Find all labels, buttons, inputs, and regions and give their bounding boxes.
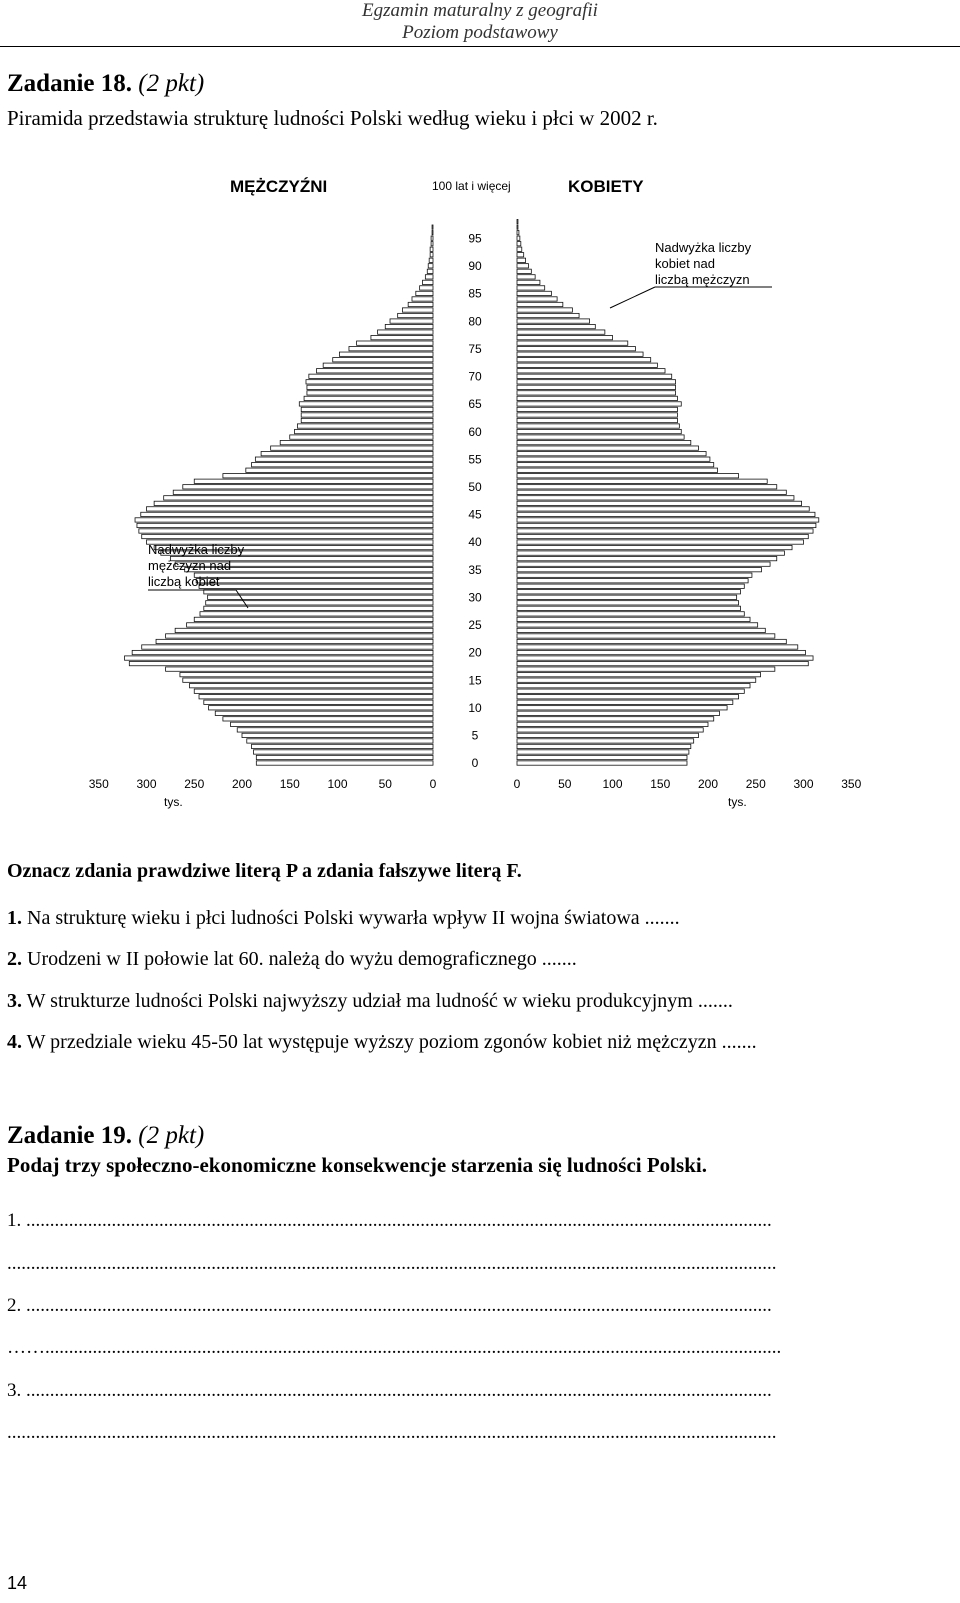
bar-female-age-58 [517, 440, 691, 444]
bar-female-age-2 [517, 750, 689, 754]
bar-female-age-90 [517, 264, 528, 268]
x-tick-left-200: 200 [231, 777, 253, 791]
bar-female-age-13 [517, 689, 744, 693]
bar-male-age-9 [215, 711, 433, 715]
bar-male-age-3 [252, 744, 433, 748]
bar-female-age-82 [517, 308, 572, 312]
age-tick-60: 60 [468, 424, 482, 439]
annotation-male-line2: mężczyzn nad [148, 558, 232, 573]
x-tick-right-350: 350 [841, 777, 862, 791]
bar-male-age-7 [231, 722, 433, 726]
bar-male-age-97 [432, 225, 433, 229]
bar-male-age-20 [132, 650, 433, 654]
bar-female-age-1 [517, 755, 687, 759]
bar-male-age-90 [428, 264, 433, 268]
bar-male-age-81 [398, 313, 433, 317]
bar-female-age-73 [517, 358, 651, 362]
bar-female-age-68 [517, 385, 676, 389]
bar-female-age-98 [517, 219, 518, 223]
age-tick-85: 85 [468, 286, 482, 301]
bar-female-age-5 [517, 733, 698, 737]
answer-line-2[interactable]: 2. ............................................................................................................................................................. [7, 1295, 772, 1316]
age-tick-20: 20 [468, 645, 482, 660]
bar-male-age-17 [166, 667, 433, 671]
age-tick-10: 10 [468, 700, 482, 715]
bar-male-age-59 [290, 435, 433, 439]
bar-female-age-7 [517, 722, 708, 726]
x-tick-right-300: 300 [793, 777, 814, 791]
statement-2-number: 2. [7, 948, 22, 970]
bar-male-age-15 [183, 678, 433, 682]
statement-1 [7, 907, 680, 930]
bar-female-age-71 [517, 369, 665, 373]
age-tick-80: 80 [468, 314, 482, 329]
bar-female-age-45 [517, 512, 815, 516]
bar-male-age-70 [309, 374, 433, 378]
bar-female-age-67 [517, 391, 676, 395]
x-tick-left-0: 0 [429, 777, 437, 791]
task18-intro: Piramida przedstawia strukturę ludności Polski według wieku i płci w 2002 r. [7, 106, 658, 130]
bar-male-age-54 [252, 463, 433, 467]
bar-male-age-10 [209, 706, 433, 710]
bar-male-age-2 [253, 750, 433, 754]
bar-female-age-19 [517, 656, 813, 660]
bar-female-age-6 [517, 728, 703, 732]
label-men: MĘŻCZYŹNI [230, 177, 328, 196]
bar-female-age-40 [517, 540, 804, 544]
bar-female-age-29 [517, 601, 739, 605]
bar-female-age-37 [517, 556, 777, 560]
bar-female-age-53 [517, 468, 718, 472]
bar-male-age-63 [301, 413, 433, 417]
bar-female-age-51 [517, 479, 767, 483]
statement-4 [7, 1031, 757, 1054]
bar-male-age-1 [256, 755, 433, 759]
bar-female-age-84 [517, 297, 557, 301]
age-tick-55: 55 [468, 452, 482, 467]
bar-male-age-46 [147, 507, 434, 511]
unit-left: tys. [164, 795, 183, 809]
bar-female-age-56 [517, 451, 706, 455]
bar-female-age-96 [517, 230, 519, 234]
task19-title [7, 1122, 204, 1150]
bar-female-age-15 [517, 678, 756, 682]
bar-male-age-28 [204, 606, 433, 610]
bar-female-age-14 [517, 684, 750, 688]
bar-female-age-4 [517, 739, 694, 743]
bar-female-age-60 [517, 429, 681, 433]
bar-female-age-62 [517, 418, 677, 422]
x-tick-right-50: 50 [558, 777, 572, 791]
bar-female-age-91 [517, 258, 526, 262]
bar-male-age-52 [223, 474, 433, 478]
annotation-male-line3: liczbą kobiet [148, 574, 220, 589]
bar-male-age-95 [431, 236, 433, 240]
bar-male-age-72 [323, 363, 433, 367]
bar-female-age-54 [517, 463, 714, 467]
bar-male-age-22 [156, 639, 433, 643]
bar-male-age-47 [154, 501, 433, 505]
bar-female-age-46 [517, 507, 809, 511]
bar-male-age-43 [137, 523, 433, 527]
bar-male-age-57 [271, 446, 433, 450]
male-bars [125, 225, 433, 765]
age-tick-45: 45 [468, 507, 482, 522]
bar-female-age-88 [517, 275, 535, 279]
bar-female-age-35 [517, 568, 761, 572]
bar-female-age-95 [517, 236, 520, 240]
bar-female-age-17 [517, 667, 775, 671]
bar-male-age-87 [422, 280, 433, 284]
age-tick-5: 5 [471, 728, 479, 743]
bar-male-age-67 [307, 391, 433, 395]
bar-male-age-91 [429, 258, 433, 262]
bar-male-age-11 [204, 700, 433, 704]
x-tick-right-100: 100 [602, 777, 623, 791]
statement-1-text: Na strukturę wieku i płci ludności Polski wywarła wpływ II wojna światowa ....... [22, 907, 680, 929]
bar-male-age-83 [408, 302, 433, 306]
x-tick-left-100: 100 [327, 777, 348, 791]
bar-male-age-8 [223, 717, 433, 721]
age-tick-15: 15 [468, 673, 482, 688]
bar-male-age-96 [432, 230, 433, 234]
bar-female-age-64 [517, 407, 677, 411]
bar-male-age-77 [371, 335, 433, 339]
bar-female-age-8 [517, 717, 714, 721]
bar-male-age-93 [430, 247, 433, 251]
annotation-female [610, 240, 772, 308]
bar-female-age-25 [517, 623, 758, 627]
x-axis-right [514, 777, 862, 791]
age-tick-25: 25 [468, 618, 482, 633]
bar-female-age-55 [517, 457, 710, 461]
answer-line-1b[interactable]: .................................................................................................................................................................. [7, 1253, 777, 1274]
bar-male-age-69 [306, 380, 433, 384]
bar-female-age-0 [517, 761, 687, 765]
label-women: KOBIETY [568, 177, 644, 196]
bar-female-age-78 [517, 330, 605, 334]
annotation-female-line2: kobiet nad [655, 256, 715, 271]
bar-female-age-49 [517, 490, 786, 494]
bar-male-age-45 [141, 512, 433, 516]
task19-points: (2 pkt) [138, 1122, 205, 1149]
exam-title: Egzamin maturalny z geografii [362, 0, 598, 21]
statement-4-number: 4. [7, 1031, 22, 1053]
bar-female-age-69 [517, 380, 676, 384]
bar-male-age-5 [242, 733, 433, 737]
bar-male-age-61 [297, 424, 433, 428]
answer-line-3b[interactable]: .................................................................................................................................................................. [7, 1422, 777, 1443]
bar-female-age-41 [517, 534, 808, 538]
bar-male-age-19 [125, 656, 433, 660]
age-tick-70: 70 [468, 369, 482, 384]
bar-female-age-38 [517, 551, 784, 555]
bar-female-age-52 [517, 474, 739, 478]
x-tick-left-50: 50 [378, 777, 392, 791]
bar-male-age-48 [164, 496, 433, 500]
task18-instruction: Oznacz zdania prawdziwe literą P a zdania fałszywe literą F. [7, 860, 522, 882]
bar-female-age-28 [517, 606, 740, 610]
bar-male-age-68 [307, 385, 433, 389]
bar-female-age-22 [517, 639, 786, 643]
bar-male-age-94 [431, 242, 433, 246]
bar-male-age-56 [261, 451, 433, 455]
task18-title [7, 70, 204, 98]
bar-female-age-30 [517, 595, 737, 599]
x-axis-left [89, 777, 437, 791]
annotation-female-leader [610, 287, 655, 308]
bar-male-age-29 [206, 601, 433, 605]
bar-female-age-59 [517, 435, 684, 439]
bar-female-age-79 [517, 324, 595, 328]
task19-number: Zadanie 19. [7, 1122, 133, 1149]
bar-female-age-3 [517, 744, 691, 748]
bar-male-age-26 [194, 617, 433, 621]
bar-female-age-63 [517, 413, 677, 417]
age-axis [468, 231, 482, 770]
bar-male-age-58 [280, 440, 433, 444]
bar-female-age-75 [517, 347, 635, 351]
bar-male-age-33 [196, 579, 433, 583]
bar-male-age-76 [357, 341, 433, 345]
page-header [0, 0, 960, 48]
bar-female-age-77 [517, 335, 613, 339]
annotation-female-line3: liczbą mężczyzn [655, 272, 750, 287]
bar-male-age-74 [339, 352, 433, 356]
age-tick-40: 40 [468, 535, 482, 550]
bar-male-age-32 [199, 584, 433, 588]
bar-female-age-42 [517, 529, 813, 533]
bar-female-age-20 [517, 650, 805, 654]
bar-male-age-80 [390, 319, 433, 323]
bar-male-age-62 [301, 418, 433, 422]
bar-male-age-4 [247, 739, 433, 743]
bar-male-age-21 [142, 645, 433, 649]
bar-female-age-83 [517, 302, 563, 306]
bar-male-age-65 [299, 402, 433, 406]
x-tick-right-0: 0 [513, 777, 521, 791]
bar-female-age-66 [517, 396, 677, 400]
bar-male-age-27 [200, 612, 433, 616]
exam-level: Poziom podstawowy [402, 22, 558, 43]
age-tick-50: 50 [468, 480, 482, 494]
bar-female-age-9 [517, 711, 719, 715]
bar-female-age-50 [517, 485, 777, 489]
bar-male-age-6 [237, 728, 433, 732]
bar-female-age-27 [517, 612, 744, 616]
bar-female-age-39 [517, 545, 792, 549]
bar-female-age-24 [517, 628, 765, 632]
age-tick-75: 75 [468, 341, 482, 356]
task18-points: (2 pkt) [138, 70, 205, 97]
x-tick-right-200: 200 [697, 777, 719, 791]
bar-male-age-71 [316, 369, 433, 373]
bar-female-age-47 [517, 501, 802, 505]
bar-female-age-11 [517, 700, 733, 704]
bar-female-age-61 [517, 424, 679, 428]
bar-male-age-42 [139, 529, 433, 533]
x-tick-left-350: 350 [88, 777, 109, 791]
bar-female-age-44 [517, 518, 819, 522]
bar-male-age-16 [180, 672, 433, 676]
bar-female-age-93 [517, 247, 522, 251]
bar-female-age-81 [517, 313, 579, 317]
bar-male-age-89 [427, 269, 433, 273]
age-tick-30: 30 [468, 590, 482, 605]
bar-female-age-18 [517, 661, 808, 665]
age-tick-35: 35 [468, 562, 482, 577]
population-pyramid-chart [88, 168, 862, 818]
bar-male-age-41 [142, 534, 433, 538]
statement-3-number: 3. [7, 990, 22, 1012]
bar-female-age-57 [517, 446, 698, 450]
bar-male-age-0 [256, 761, 433, 765]
bar-male-age-55 [255, 457, 433, 461]
bar-female-age-76 [517, 341, 628, 345]
bar-female-age-34 [517, 573, 752, 577]
bar-male-age-78 [378, 330, 433, 334]
bar-female-age-85 [517, 291, 551, 295]
bar-male-age-14 [189, 684, 433, 688]
label-top-age: 100 lat i więcej [432, 179, 511, 193]
bar-female-age-16 [517, 672, 761, 676]
age-tick-95: 95 [468, 231, 482, 246]
x-tick-right-150: 150 [650, 777, 671, 791]
female-bars [517, 219, 819, 765]
task19-prompt: Podaj trzy społeczno-ekonomiczne konsekwencje starzenia się ludności Polski. [7, 1153, 707, 1177]
bar-female-age-32 [517, 584, 744, 588]
bar-female-age-33 [517, 579, 748, 583]
bar-female-age-21 [517, 645, 798, 649]
bar-female-age-72 [517, 363, 657, 367]
bar-male-age-12 [199, 695, 433, 699]
bar-male-age-60 [295, 429, 433, 433]
answer-line-2b[interactable]: ……........................................................................................................................................................... [7, 1337, 782, 1358]
page-number: 14 [7, 1573, 28, 1593]
bar-male-age-50 [183, 485, 433, 489]
bar-female-age-10 [517, 706, 727, 710]
bar-male-age-64 [301, 407, 433, 411]
task18-number: Zadanie 18. [7, 70, 133, 97]
bar-male-age-75 [349, 347, 433, 351]
bar-male-age-53 [246, 468, 433, 472]
bar-male-age-73 [333, 358, 433, 362]
answer-line-3[interactable]: 3. ............................................................................................................................................................. [7, 1380, 772, 1401]
age-tick-0: 0 [471, 756, 479, 771]
bar-male-age-44 [135, 518, 433, 522]
bar-female-age-31 [517, 590, 740, 594]
bar-female-age-70 [517, 374, 672, 378]
age-tick-90: 90 [468, 259, 482, 274]
bar-female-age-48 [517, 496, 794, 500]
bar-male-age-79 [385, 324, 433, 328]
x-tick-right-250: 250 [745, 777, 766, 791]
bar-female-age-86 [517, 286, 545, 290]
bar-female-age-89 [517, 269, 531, 273]
bar-female-age-74 [517, 352, 643, 356]
bar-male-age-88 [425, 275, 433, 279]
bar-female-age-80 [517, 319, 590, 323]
unit-right: tys. [728, 795, 747, 809]
bar-male-age-49 [173, 490, 433, 494]
bar-male-age-18 [129, 661, 433, 665]
bar-male-age-84 [412, 297, 433, 301]
x-tick-left-250: 250 [184, 777, 205, 791]
bar-male-age-86 [420, 286, 433, 290]
statement-4-text: W przedziale wieku 45-50 lat występuje wyższy poziom zgonów kobiet niż mężczyzn ....... [22, 1031, 757, 1053]
statement-2-text: Urodzeni w II połowie lat 60. należą do wyżu demograficznego ....... [22, 948, 577, 970]
x-tick-left-300: 300 [136, 777, 157, 791]
x-tick-left-150: 150 [279, 777, 300, 791]
bar-female-age-36 [517, 562, 770, 566]
bar-male-age-51 [194, 479, 433, 483]
bar-male-age-34 [194, 573, 433, 577]
age-tick-65: 65 [468, 397, 482, 412]
bar-female-age-87 [517, 280, 540, 284]
answer-line-1[interactable]: 1. ............................................................................................................................................................. [7, 1210, 772, 1231]
statement-3 [7, 990, 733, 1013]
bar-male-age-13 [194, 689, 433, 693]
bar-female-age-12 [517, 695, 739, 699]
bar-female-age-92 [517, 253, 524, 257]
annotation-female-line1: Nadwyżka liczby [655, 240, 752, 255]
bar-male-age-82 [402, 308, 433, 312]
bar-male-age-24 [175, 628, 433, 632]
bar-female-age-43 [517, 523, 816, 527]
bar-male-age-23 [166, 634, 433, 638]
bar-male-age-85 [416, 291, 433, 295]
bar-female-age-23 [517, 634, 775, 638]
statement-1-number: 1. [7, 907, 22, 929]
bar-male-age-66 [304, 396, 433, 400]
annotation-male-line1: Nadwyżka liczby [148, 542, 245, 557]
bar-female-age-26 [517, 617, 750, 621]
bar-female-age-94 [517, 242, 521, 246]
bar-female-age-65 [517, 402, 681, 406]
bar-male-age-25 [187, 623, 433, 627]
statement-3-text: W strukturze ludności Polski najwyższy udział ma ludność w wieku produkcyjnym ....... [22, 990, 733, 1012]
bar-male-age-92 [430, 253, 433, 257]
bar-female-age-97 [517, 225, 518, 229]
header-rule [0, 46, 960, 47]
statement-2 [7, 948, 577, 971]
